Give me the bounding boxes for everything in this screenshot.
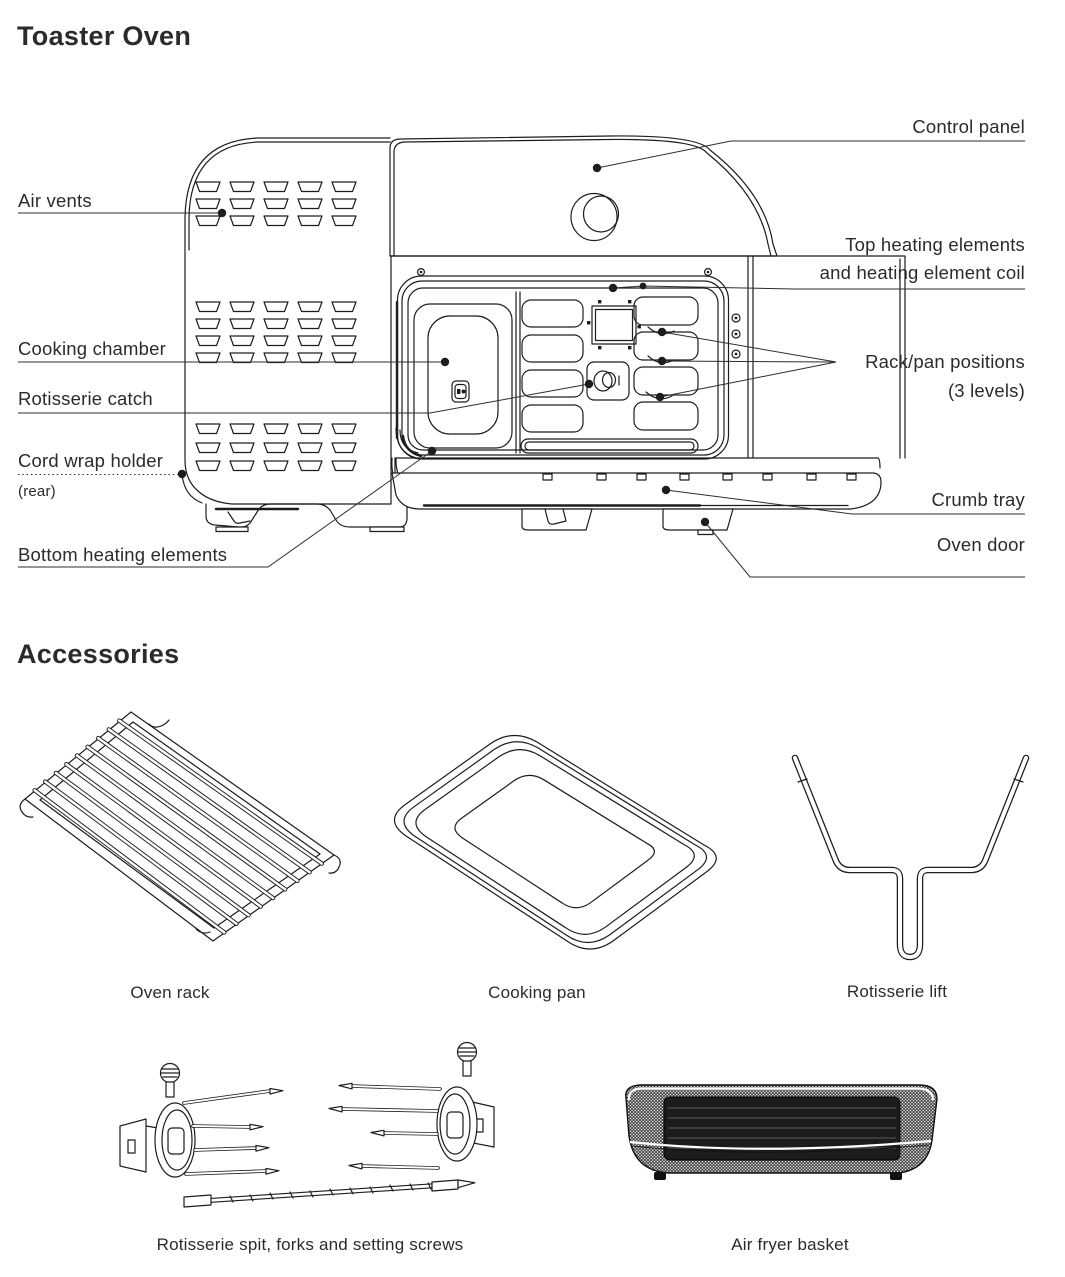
label-rack-positions-1: Rack/pan positions <box>865 351 1025 372</box>
basket-foot <box>890 1172 902 1180</box>
rotisserie-spit-rod <box>184 1180 475 1207</box>
label-top-heating-2: and heating element coil <box>819 262 1025 283</box>
label-control-panel: Control panel <box>912 116 1025 137</box>
oven-feet <box>206 504 407 532</box>
caption-cooking-pan: Cooking pan <box>488 983 586 1002</box>
label-cooking-chamber: Cooking chamber <box>18 338 166 359</box>
label-rack-positions-2: (3 levels) <box>947 380 1025 401</box>
accessories-title: Accessories <box>17 639 180 669</box>
oven-side-panel <box>185 138 407 532</box>
caption-rotisserie-lift: Rotisserie lift <box>846 982 948 1001</box>
rotisserie-fork-right <box>329 1043 494 1169</box>
caption-oven-rack: Oven rack <box>130 983 210 1002</box>
label-crumb-tray: Crumb tray <box>931 489 1025 510</box>
caption-rotisserie-spit: Rotisserie spit, forks and setting screws <box>156 1235 464 1254</box>
page-title: Toaster Oven <box>17 21 192 51</box>
air-vents-slots <box>196 182 356 471</box>
air-fryer-basket-drawing <box>626 1085 937 1180</box>
basket-foot <box>654 1172 666 1180</box>
rotisserie-lift-drawing <box>795 758 1026 957</box>
cooking-pan-drawing <box>395 735 717 949</box>
label-air-vents: Air vents <box>18 190 92 211</box>
caption-air-fryer-basket: Air fryer basket <box>731 1235 849 1254</box>
toaster-oven-drawing <box>182 136 905 535</box>
rotisserie-fork-left <box>120 1064 283 1178</box>
label-top-heating-1: Top heating elements <box>845 234 1025 255</box>
oven-rack-drawing <box>20 712 340 941</box>
cord-wrap-cord <box>182 474 202 503</box>
label-rotisserie-catch: Rotisserie catch <box>18 388 153 409</box>
rotisserie-spit-drawing <box>120 1043 494 1208</box>
label-cord-wrap-holder: Cord wrap holder <box>18 450 164 471</box>
oven-lid <box>390 136 777 256</box>
crumb-tray-drawing <box>392 458 881 509</box>
label-oven-door: Oven door <box>936 534 1025 555</box>
label-bottom-heating: Bottom heating elements <box>18 544 228 565</box>
label-cord-wrap-rear: (rear) <box>18 483 56 500</box>
